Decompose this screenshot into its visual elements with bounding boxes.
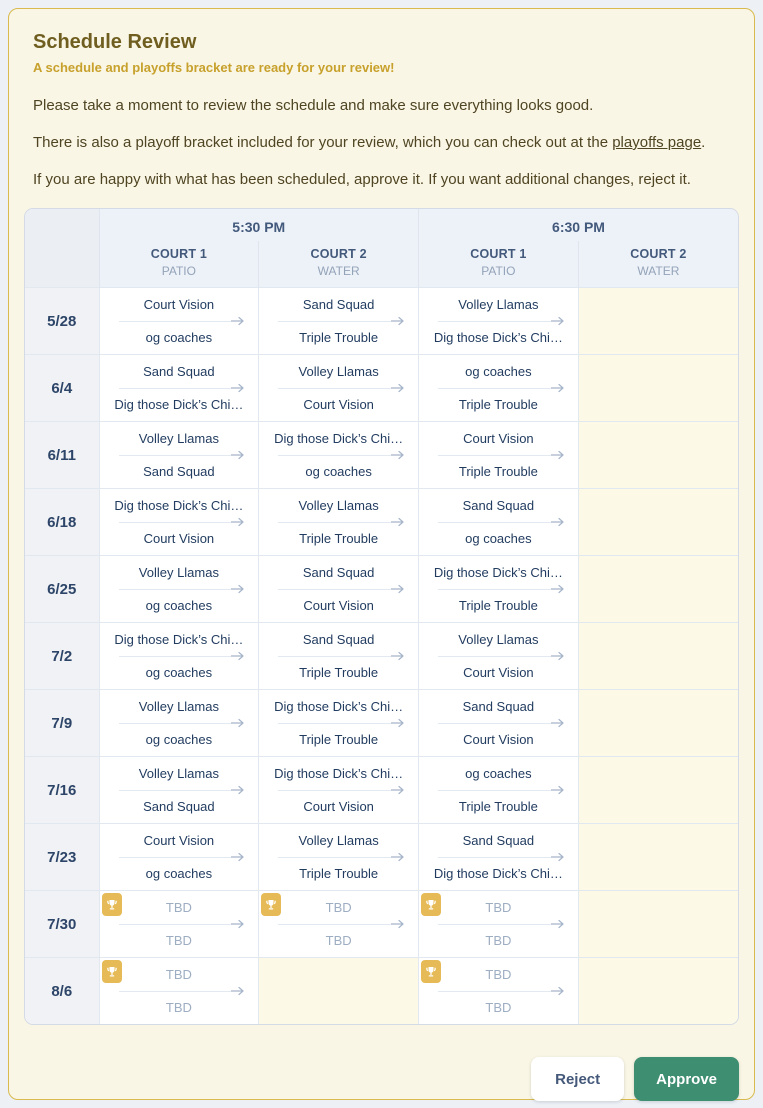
date-cell: 7/23 [25,824,99,891]
team-name-away: og coaches [145,732,213,747]
vs-arrow-icon [119,852,246,862]
trophy-icon [421,960,441,983]
vs-arrow-icon [278,651,405,661]
date-cell: 7/2 [25,623,99,690]
team-name-away: TBD [165,1000,192,1015]
team-name-home: TBD [165,900,192,915]
court-location: PATIO [161,264,196,278]
match-cell [99,757,259,824]
vs-arrow-icon [119,718,246,728]
empty-cell [578,891,738,958]
arrow-right-icon [391,852,405,862]
empty-cell [578,489,738,556]
schedule-table-body [25,288,738,1025]
arrow-right-icon [551,919,565,929]
vs-arrow-icon [438,718,565,728]
team-name-away: Court Vision [303,397,374,412]
reject-button[interactable]: Reject [531,1057,624,1101]
team-name-away: og coaches [305,464,372,479]
team-name-home: TBD [485,900,512,915]
team-name-home: Volley Llamas [458,297,539,312]
empty-cell [578,757,738,824]
arrow-right-icon [231,316,245,326]
review-paragraph-2 [33,134,739,151]
vs-arrow-icon [438,584,565,594]
empty-cell [259,958,419,1025]
team-name-away: Court Vision [303,598,374,613]
vs-arrow-icon [119,584,246,594]
match-cell [99,690,259,757]
paragraph-text: . [701,134,706,151]
match-cell [99,489,259,556]
table-corner-cell [25,209,99,288]
arrow-right-icon [231,651,245,661]
team-name-away: Triple Trouble [299,732,379,747]
court-header [419,241,579,288]
schedule-table-container [24,208,739,1025]
team-name-home: Dig those Dick’s Chi… [274,766,404,781]
team-name-home: Dig those Dick’s Chi… [433,565,563,580]
court-header [99,241,259,288]
empty-cell [578,824,738,891]
arrow-right-icon [551,651,565,661]
vs-arrow-icon [119,450,246,460]
arrow-right-icon [231,785,245,795]
match-cell [419,489,579,556]
team-name-home: Dig those Dick’s Chi… [114,632,244,647]
match-cell [259,355,419,422]
team-name-away: Triple Trouble [299,866,379,881]
match-cell [259,824,419,891]
arrow-right-icon [391,383,405,393]
team-name-home: TBD [325,900,352,915]
court-name: COURT 2 [630,247,687,261]
schedule-row [25,422,738,489]
date-cell: 6/11 [25,422,99,489]
team-name-away: TBD [325,933,352,948]
team-name-away: TBD [165,933,192,948]
match-cell [99,556,259,623]
team-name-home: Dig those Dick’s Chi… [114,498,244,513]
match-cell [419,556,579,623]
match-cell [99,623,259,690]
arrow-right-icon [391,919,405,929]
team-name-home: Dig those Dick’s Chi… [274,699,404,714]
arrow-right-icon [231,517,245,527]
match-cell [419,690,579,757]
empty-cell [578,422,738,489]
arrow-right-icon [551,316,565,326]
match-cell [259,489,419,556]
match-cell [259,757,419,824]
paragraph-text: There is also a playoff bracket included for your review, which you can check out at the [33,134,613,151]
playoff-match-cell [99,958,259,1025]
vs-arrow-icon [438,450,565,460]
playoff-match-cell [419,958,579,1025]
arrow-right-icon [231,986,245,996]
schedule-row [25,824,738,891]
playoff-match-cell [99,891,259,958]
match-cell [419,288,579,355]
vs-arrow-icon [438,919,565,929]
arrow-right-icon [231,852,245,862]
team-name-home: Volley Llamas [298,364,379,379]
time-slot-header: 5:30 PM [99,209,419,241]
vs-arrow-icon [438,651,565,661]
court-location: WATER [317,264,360,278]
playoff-match-cell [419,891,579,958]
vs-arrow-icon [438,852,565,862]
vs-arrow-icon [278,584,405,594]
team-name-away: TBD [485,1000,512,1015]
match-cell [259,690,419,757]
team-name-home: Sand Squad [462,833,535,848]
approve-button[interactable]: Approve [634,1057,739,1101]
team-name-home: Court Vision [143,297,215,312]
team-name-home: Sand Squad [302,632,375,647]
arrow-right-icon [391,651,405,661]
team-name-home: Sand Squad [302,297,375,312]
team-name-away: Court Vision [463,732,534,747]
arrow-right-icon [391,584,405,594]
team-name-away: Court Vision [143,531,215,546]
team-name-home: Court Vision [143,833,215,848]
arrow-right-icon [391,316,405,326]
trophy-icon [261,893,281,916]
court-name: COURT 1 [470,247,527,261]
vs-arrow-icon [438,986,565,996]
empty-cell [578,623,738,690]
arrow-right-icon [391,785,405,795]
court-name: COURT 2 [310,247,367,261]
team-name-home: og coaches [465,766,532,781]
empty-cell [578,556,738,623]
court-header [259,241,419,288]
arrow-right-icon [391,517,405,527]
date-cell: 6/18 [25,489,99,556]
vs-arrow-icon [278,852,405,862]
team-name-away: Triple Trouble [458,799,538,814]
schedule-row [25,623,738,690]
vs-arrow-icon [119,517,246,527]
court-name: COURT 1 [150,247,207,261]
vs-arrow-icon [278,718,405,728]
review-paragraph-1: Please take a moment to review the schedule and make sure everything looks good. [33,97,594,114]
team-name-home: TBD [165,967,192,982]
team-name-home: Sand Squad [462,498,535,513]
vs-arrow-icon [119,919,246,929]
team-name-home: Volley Llamas [298,833,379,848]
date-cell: 6/4 [25,355,99,422]
team-name-home: Volley Llamas [458,632,539,647]
date-cell: 5/28 [25,288,99,355]
team-name-away: og coaches [145,330,213,345]
match-cell [419,757,579,824]
team-name-away: Dig those Dick’s Chi… [114,397,244,412]
match-cell [419,623,579,690]
team-name-home: og coaches [465,364,532,379]
arrow-right-icon [231,450,245,460]
team-name-home: Court Vision [463,431,534,446]
arrow-right-icon [231,718,245,728]
team-name-away: Dig those Dick’s Chi… [433,866,563,881]
date-cell: 7/9 [25,690,99,757]
vs-arrow-icon [278,785,405,795]
page-subtitle: A schedule and playoffs bracket are ready for your review! [33,60,395,75]
court-location: WATER [637,264,680,278]
vs-arrow-icon [438,517,565,527]
date-cell: 7/30 [25,891,99,958]
team-name-away: Court Vision [303,799,374,814]
arrow-right-icon [551,517,565,527]
team-name-away: TBD [485,933,512,948]
vs-arrow-icon [119,316,246,326]
match-cell [419,824,579,891]
arrow-right-icon [231,584,245,594]
arrow-right-icon [551,785,565,795]
match-cell [419,422,579,489]
trophy-icon [421,893,441,916]
vs-arrow-icon [278,517,405,527]
empty-cell [578,690,738,757]
schedule-row [25,958,738,1025]
schedule-review-card [8,8,755,1100]
page-title: Schedule Review [33,31,197,53]
time-slot-header: 6:30 PM [419,209,739,241]
team-name-away: Triple Trouble [458,397,538,412]
match-cell [259,623,419,690]
arrow-right-icon [551,718,565,728]
trophy-icon [102,960,122,983]
trophy-icon [102,893,122,916]
arrow-right-icon [551,383,565,393]
arrow-right-icon [391,450,405,460]
team-name-away: og coaches [145,665,213,680]
empty-cell [578,288,738,355]
date-cell: 7/16 [25,757,99,824]
team-name-away: Sand Squad [143,464,215,479]
vs-arrow-icon [119,383,246,393]
court-header [578,241,738,288]
vs-arrow-icon [119,785,246,795]
match-cell [259,556,419,623]
team-name-home: Volley Llamas [138,699,219,714]
vs-arrow-icon [438,316,565,326]
schedule-row [25,690,738,757]
arrow-right-icon [231,919,245,929]
match-cell [419,355,579,422]
review-paragraph-3: If you are happy with what has been scheduled, approve it. If you want additional changes, reject it. [33,171,691,188]
arrow-right-icon [551,450,565,460]
match-cell [99,355,259,422]
vs-arrow-icon [278,919,405,929]
team-name-home: Volley Llamas [138,565,219,580]
arrow-right-icon [551,986,565,996]
schedule-row [25,288,738,355]
team-name-away: og coaches [145,598,213,613]
team-name-away: Triple Trouble [299,665,379,680]
team-name-away: Triple Trouble [299,531,379,546]
playoff-match-cell [259,891,419,958]
empty-cell [578,958,738,1025]
team-name-home: TBD [485,967,512,982]
team-name-home: Volley Llamas [138,431,219,446]
team-name-away: og coaches [145,866,213,881]
empty-cell [578,355,738,422]
team-name-away: Court Vision [463,665,534,680]
match-cell [259,288,419,355]
date-cell: 8/6 [25,958,99,1025]
action-bar [24,1057,739,1101]
team-name-home: Sand Squad [302,565,375,580]
vs-arrow-icon [278,450,405,460]
team-name-home: Volley Llamas [298,498,379,513]
schedule-table [25,209,738,1024]
schedule-row [25,556,738,623]
vs-arrow-icon [119,986,246,996]
team-name-home: Sand Squad [143,364,215,379]
schedule-row [25,757,738,824]
vs-arrow-icon [278,316,405,326]
team-name-home: Volley Llamas [138,766,219,781]
team-name-away: Triple Trouble [299,330,379,345]
vs-arrow-icon [119,651,246,661]
arrow-right-icon [551,584,565,594]
team-name-home: Sand Squad [462,699,535,714]
team-name-away: Triple Trouble [458,598,538,613]
match-cell [99,288,259,355]
date-cell: 6/25 [25,556,99,623]
schedule-row [25,489,738,556]
schedule-row [25,355,738,422]
arrow-right-icon [391,718,405,728]
vs-arrow-icon [278,383,405,393]
arrow-right-icon [231,383,245,393]
team-name-away: Triple Trouble [458,464,538,479]
court-location: PATIO [481,264,516,278]
team-name-away: og coaches [465,531,532,546]
team-name-away: Dig those Dick’s Chi… [433,330,563,345]
vs-arrow-icon [438,785,565,795]
match-cell [99,422,259,489]
playoffs-page-link[interactable]: playoffs page [612,134,702,151]
team-name-away: Sand Squad [143,799,215,814]
match-cell [99,824,259,891]
schedule-row [25,891,738,958]
match-cell [259,422,419,489]
vs-arrow-icon [438,383,565,393]
team-name-home: Dig those Dick’s Chi… [274,431,404,446]
arrow-right-icon [551,852,565,862]
